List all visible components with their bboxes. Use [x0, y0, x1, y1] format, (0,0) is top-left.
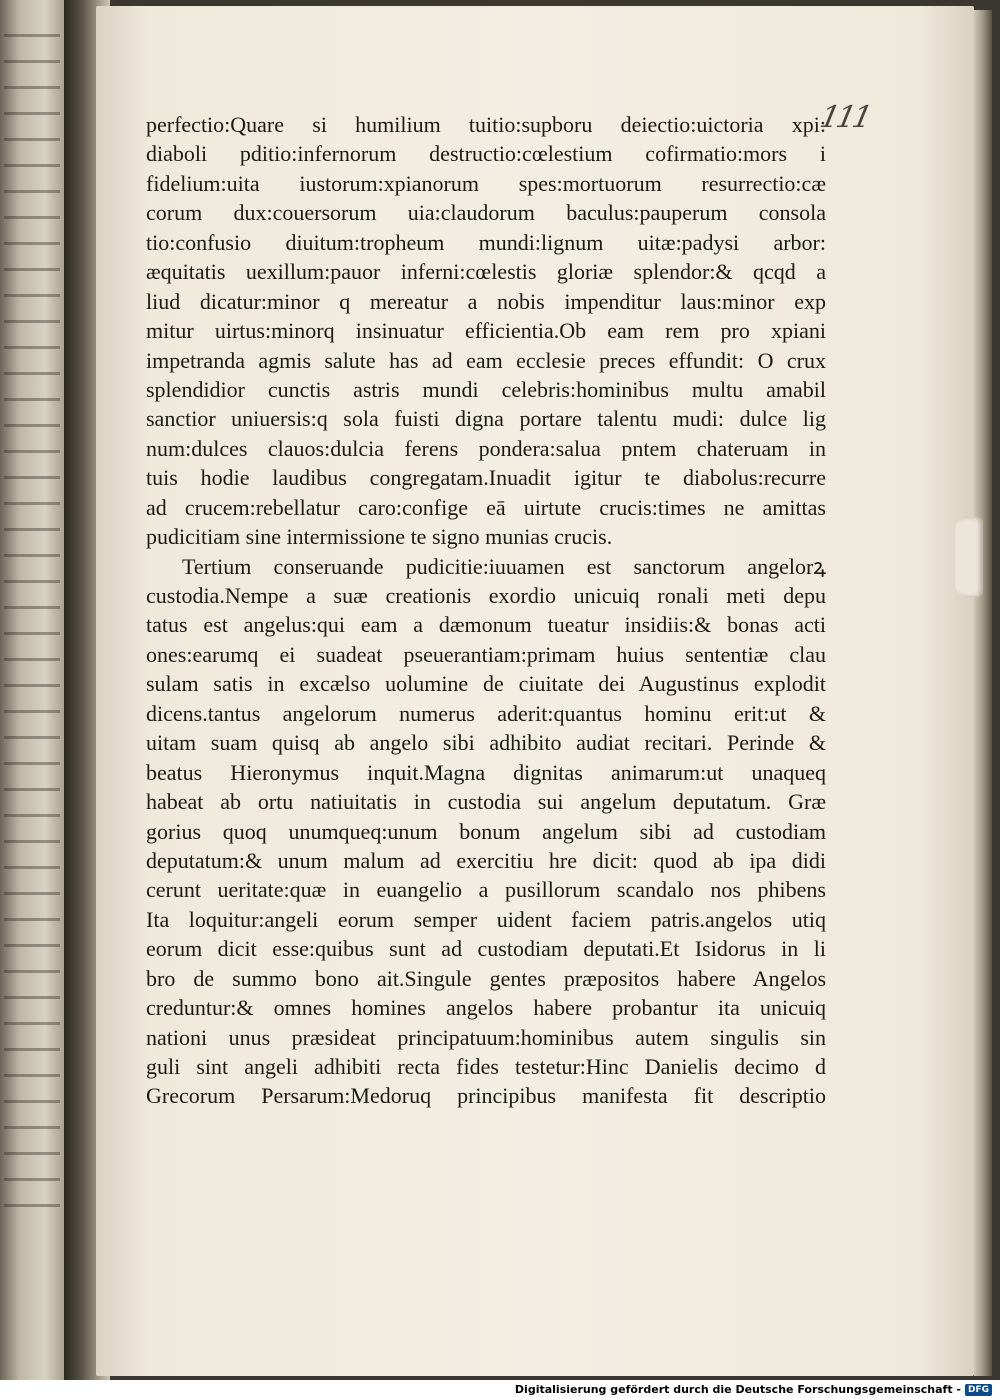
text-line: gorius quoq unumqueq:unum bonum angelum sibi ad custodiam: [146, 818, 826, 844]
text-line: habeat ab ortu natiuitatis in custodia sui angelum deputatum. Græ: [146, 789, 826, 815]
text-line: beatus Hieronymus inquit.Magna dignitas animarum:ut unaqueq: [146, 759, 826, 785]
text-line: nationi unus præsideat principatuum:hominibus autem singulis sin: [146, 1024, 826, 1050]
text-line: Ita loquitur:angeli eorum semper uident faciem patris.angelos utiq: [146, 906, 826, 932]
text-line: ones:earumq ei suadeat pseuerantiam:primam huius sententiæ clau: [146, 641, 826, 667]
text-line: Tertium conseruande pudicitie:iuuamen est sanctorum angelorꝝ: [182, 553, 826, 579]
text-line: impetranda agmis salute has ad eam ecclesie preces effundit: O crux: [146, 347, 826, 373]
page-fore-edge: [974, 10, 992, 1376]
text-line: creduntur:& omnes homines angelos habere probantur ita unicuiq: [146, 995, 826, 1021]
footer-credit: [515, 1383, 992, 1396]
facing-page-edge: [0, 0, 64, 1380]
text-line: num:dulces clauos:dulcia ferens pondera:salua pntem chateruam in: [146, 435, 826, 461]
text-line: eorum dicit esse:quibus sunt ad custodiam deputati.Et Isidorus in li: [146, 936, 826, 962]
text-line: pudicitiam sine intermissione te signo munias crucis.: [146, 524, 613, 550]
facing-page-text-fragments: [4, 20, 60, 1220]
text-line: uitam suam quisq ab angelo sibi adhibito audiat recitari. Perinde &: [146, 730, 826, 756]
body-text: [146, 110, 826, 1111]
text-line: splendidior cunctis astris mundi celebris:hominibus multu amabil: [146, 376, 826, 402]
text-line: fidelium:uita iustorum:xpianorum spes:mortuorum resurrectio:cæ: [146, 170, 826, 196]
folio-number: 111: [816, 100, 873, 135]
text-line: corum dux:couersorum uia:claudorum baculus:pauperum consola: [146, 200, 826, 226]
text-line: custodia.Nempe a suæ creationis exordio unicuiq ronali meti depu: [146, 583, 826, 608]
text-line: ad crucem:rebellatur caro:confige eā uirtute crucis:times ne amittas: [146, 494, 826, 520]
text-line: deputatum:& unum malum ad exercitiu hre dicit: quod ab ipa didi: [146, 847, 826, 873]
text-line: Grecorum Persarum:Medoruq principibus manifesta fit descriptio: [146, 1083, 826, 1109]
text-line: sanctior uniuersis:q sola fuisti digna portare talentu mudi: dulce lig: [146, 406, 826, 432]
footer-credit-text: Digitalisierung gefördert durch die Deutsche Forschungsgemeinschaft -: [514, 1383, 961, 1396]
page-tab: [955, 517, 983, 597]
text-line: bro de summo bono ait.Singule gentes præpositos habere Angelos: [146, 965, 826, 991]
text-line: tatus est angelus:qui eam a dæmonum tueatur insidiis:& bonas acti: [146, 612, 826, 638]
text-line: sulam satis in excælso uolumine de ciuitate dei Augustinus explodit: [146, 671, 826, 697]
text-line: tuis hodie laudibus congregatam.Inuadit igitur te diabolus:recurre: [146, 465, 826, 491]
text-line: mitur uirtus:minorq insinuatur efficientia.Ob eam rem pro xpiani: [146, 318, 826, 344]
text-line: liud dicatur:minor q mereatur a nobis impenditur laus:minor exp: [146, 288, 826, 314]
dfg-logo: DFG: [965, 1384, 992, 1396]
text-line: cerunt ueritate:quæ in euangelio a pusillorum scandalo nos phibens: [146, 877, 826, 903]
text-line: perfectio:Quare si humilium tuitio:supboru deiectio:uictoria xpi:: [146, 112, 826, 137]
text-line: guli sint angeli adhibiti recta fides testetur:Hinc Danielis decimo d: [146, 1054, 826, 1079]
text-line: dicens.tantus angelorum numerus aderit:quantus hominu erit:ut &: [146, 700, 826, 726]
text-line: æquitatis uexillum:pauor inferni:cœlestis gloriæ splendor:& qcqd a: [146, 259, 826, 285]
text-line: tio:confusio diuitum:tropheum mundi:lignum uitæ:padysi arbor:: [146, 229, 826, 255]
text-line: diaboli pditio:infernorum destructio:cœlestium cofirmatio:mors i: [146, 141, 826, 167]
